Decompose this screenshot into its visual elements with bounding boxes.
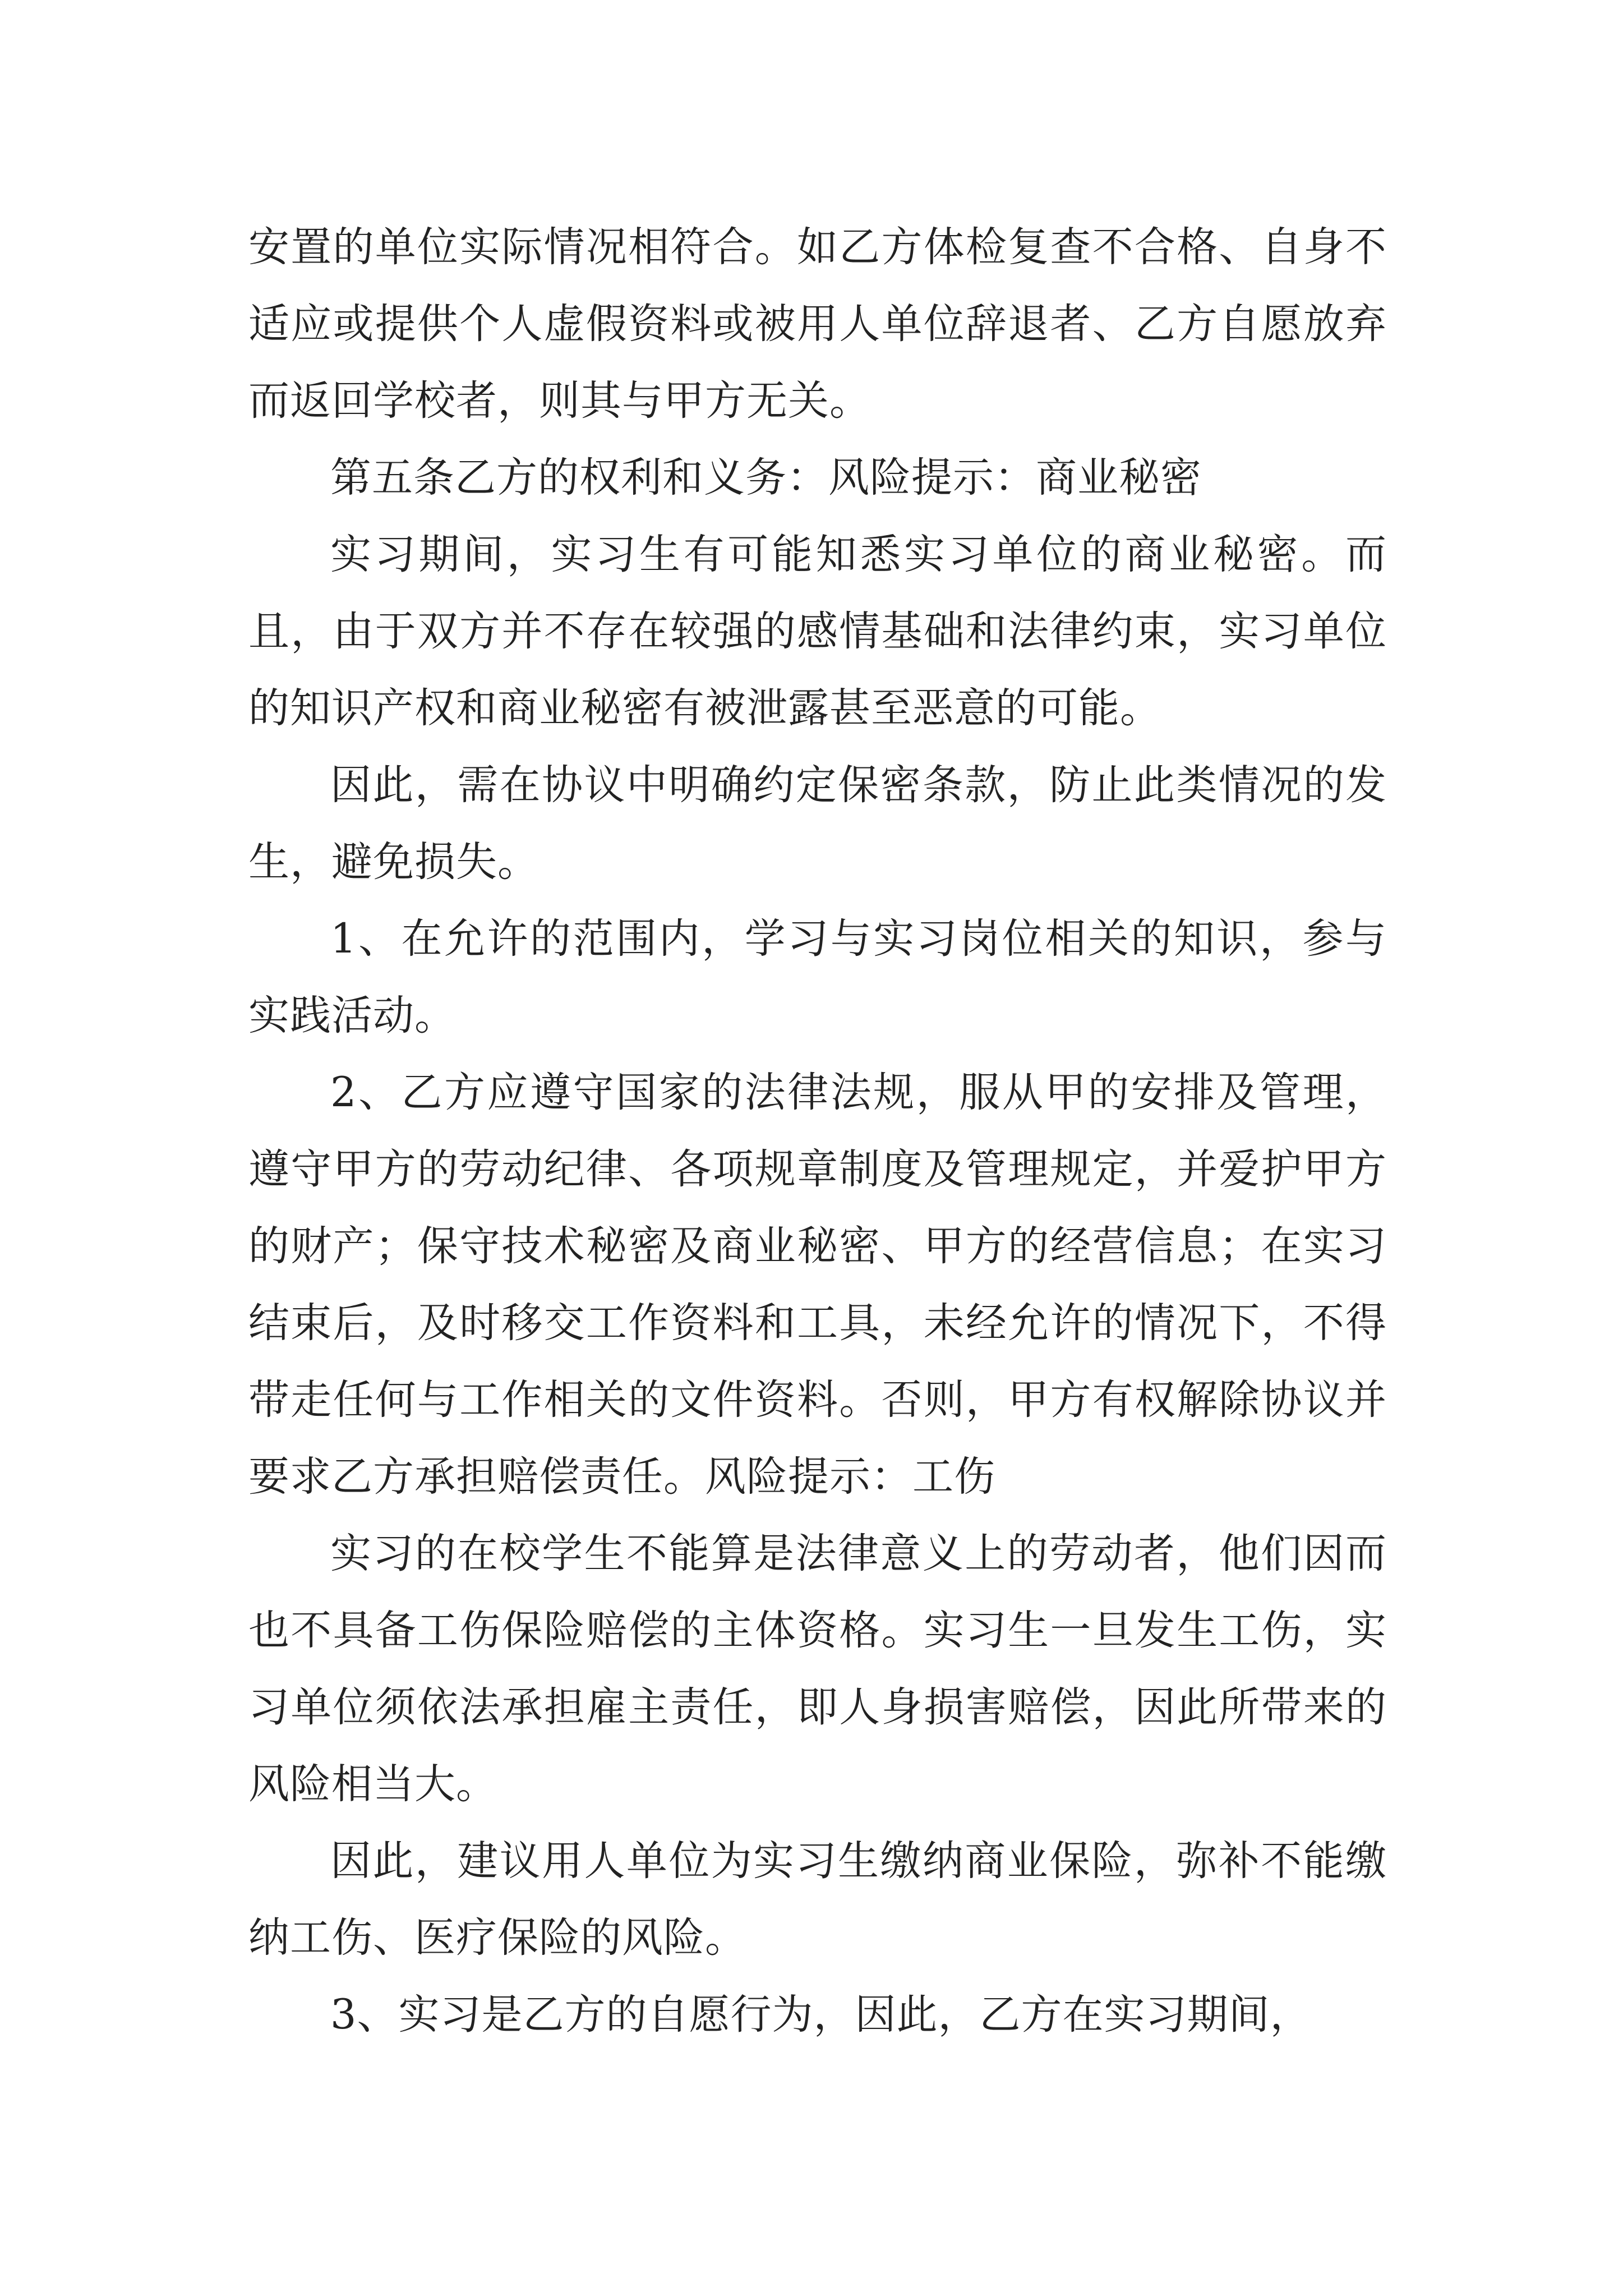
paragraph-5: 1、在允许的范围内，学习与实习岗位相关的知识，参与实践活动。 <box>248 915 1387 1039</box>
paragraph-8: 因此，建议用人单位为实习生缴纳商业保险，弥补不能缴纳工伤、医疗保险的风险。 <box>248 1837 1387 1962</box>
paragraph-4: 因此，需在协议中明确约定保密条款，防止此类情况的发生，避免损失。 <box>248 761 1387 886</box>
paragraph-3: 实习期间，实习生有可能知悉实习单位的商业秘密。而且，由于双方并不存在较强的感情基础和法律约束，实习单位的知识产权和商业秘密有被泄露甚至恶意的可能。 <box>248 531 1387 732</box>
paragraph-2: 第五条乙方的权利和义务：风险提示：商业秘密 <box>330 454 1202 501</box>
paragraph-9: 3、实习是乙方的自愿行为，因此，乙方在实习期间， <box>330 1991 1312 2039</box>
paragraph-6: 2、乙方应遵守国家的法律法规，服从甲的安排及管理，遵守甲方的劳动纪律、各项规章制度及管理规定，并爱护甲方的财产；保守技术秘密及商业秘密、甲方的经营信息；在实习结束后，及时移交工作资料和工具，未经允许的情况下，不得带走任何与工作相关的文件资料。否则，甲方有权解除协议并要求乙方承担赔偿责任。风险提示：工伤 <box>248 1069 1387 1501</box>
paragraph-7: 实习的在校学生不能算是法律意义上的劳动者，他们因而也不具备工伤保险赔偿的主体资格。实习生一旦发生工伤，实习单位须依法承担雇主责任，即人身损害赔偿，因此所带来的风险相当大。 <box>248 1530 1387 1808</box>
document-body <box>248 209 1387 2053</box>
paragraph-1: 安置的单位实际情况相符合。如乙方体检复查不合格、自身不适应或提供个人虚假资料或被用人单位辞退者、乙方自愿放弃而返回学校者，则其与甲方无关。 <box>248 223 1387 425</box>
